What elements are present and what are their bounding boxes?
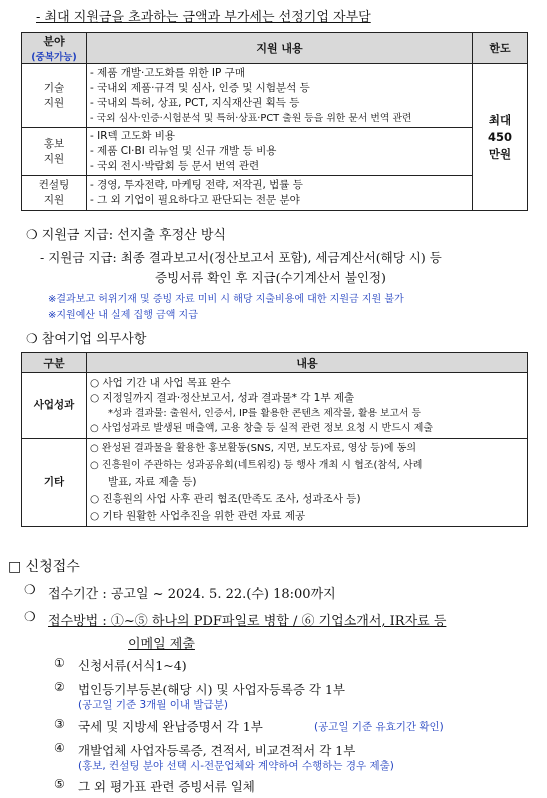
doc-text: 신청서류(서식1~4) [78, 658, 187, 673]
list-item: ○ 기타 원활한 사업추진을 위한 관련 자료 제공 [90, 510, 306, 522]
row-field: 기술 지원 [22, 64, 87, 128]
limit-unit: 만원 [488, 146, 512, 161]
doc-text: 국세 및 지방세 완납증명서 각 1부 [78, 719, 263, 734]
row-field: 홍보 지원 [22, 128, 87, 176]
row-items [87, 128, 473, 176]
doc-text: 그 외 평가표 관련 증빙서류 일체 [78, 779, 255, 794]
period-text: 접수기간 : 공고일 ~ 2024. 5. 22.(수) 18:00까지 [48, 587, 336, 602]
row-type: 기타 [22, 439, 87, 527]
payment-line2: 증빙서류 확인 후 지급(수기계산서 불인정) [155, 270, 386, 285]
duty-table [21, 352, 528, 527]
list-item: ○ 진흥원의 사업 사후 관리 협조(만족도 조사, 성과조사 등) [90, 493, 361, 505]
doc-num: ④ [54, 741, 65, 755]
list-item: - 국내외 제품·규격 및 심사, 인증 및 시험분석 등 [90, 81, 310, 94]
list-item: - IR덱 고도화 비용 [90, 130, 176, 142]
apply-section-title: □ 신청접수 [8, 559, 80, 575]
table-row [22, 176, 528, 211]
row-field: 컨설팅 지원 [22, 176, 87, 211]
list-item: - 그 외 기업이 필요하다고 판단되는 전문 분야 [90, 194, 300, 206]
method-line2: 이메일 제출 [128, 637, 195, 652]
doc-note: (홍보, 컨설팅 분야 선택 시-전문업체와 계약하여 수행하는 경우 제출) [78, 760, 394, 772]
row-items [87, 439, 528, 527]
method-line1: 접수방법 : ①~⑤ 하나의 PDF파일로 병합 / ⑥ 기업소개서, IR자료 등 [48, 614, 447, 629]
duty-heading: ❍ 참여기업 의무사항 [26, 332, 147, 347]
list-item: ○ 완성된 결과물을 활용한 홍보활동(SNS, 지면, 보도자료, 영상 등)에 동의 [90, 443, 417, 454]
list-item: ○ 지정일까지 결과·정산보고서, 성과 결과물* 각 1부 제출 [90, 391, 355, 404]
payment-line1: - 지원금 지급: 최종 결과보고서(정산보고서 포함), 세금계산서(해당 시) 등 [40, 250, 442, 265]
period-bullet: ❍ [24, 583, 36, 598]
list-item: 발표, 자료 제출 등) [108, 476, 197, 488]
method-bullet: ❍ [24, 610, 36, 625]
col-content-header: 지원 내용 [87, 33, 473, 64]
table-row [22, 439, 528, 527]
payment-heading: ❍ 지원금 지급: 선지출 후정산 방식 [26, 228, 226, 243]
col-type-header: 구분 [22, 353, 87, 373]
limit-line: 최대 [488, 112, 512, 127]
table-row [22, 128, 528, 176]
limit-cell [473, 64, 528, 211]
col-field-header [22, 33, 87, 64]
doc-num: ② [54, 680, 65, 694]
field-header-label: 분야 [43, 35, 65, 48]
limit-amount: 450 [487, 129, 512, 144]
field-header-sub: (중복가능) [31, 52, 77, 63]
list-item: *성과 결과물: 출원서, 인증서, IP를 활용한 콘텐츠 제작물, 활용 보고서 등 [108, 407, 422, 419]
doc-num: ① [54, 656, 65, 670]
row-items [87, 64, 473, 128]
row-items [87, 373, 528, 439]
doc-text: 법인등기부등본(해당 시) 및 사업자등록증 각 1부 [78, 682, 345, 697]
doc-num: ③ [54, 717, 65, 731]
row-items [87, 176, 473, 211]
list-item: - 제품 개발·고도화를 위한 IP 구매 [90, 66, 245, 79]
list-item: - 국내외 특허, 상표, PCT, 지식재산권 획득 등 [90, 96, 300, 109]
payment-note1: ※결과보고 허위기재 및 증빙 자료 미비 시 해당 지출비용에 대한 지원금 지원 불가 [48, 294, 404, 305]
list-item: - 제품 CI·BI 리뉴얼 및 신규 개발 등 비용 [90, 145, 277, 157]
top-note: - 최대 지원금을 초과하는 금액과 부가세는 선정기업 자부담 [36, 10, 371, 25]
doc-note: (공고일 기준 3개월 이내 발급분) [78, 699, 228, 711]
payment-note2: ※지원예산 내 실제 집행 금액 지급 [48, 310, 198, 321]
support-table [21, 32, 528, 211]
row-type: 사업성과 [22, 373, 87, 439]
col-limit-header: 한도 [473, 33, 528, 64]
list-item: - 경영, 투자전략, 마케팅 전략, 저작권, 법률 등 [90, 179, 303, 191]
doc-num: ⑤ [54, 777, 65, 791]
col-content-header: 내용 [87, 353, 528, 373]
list-item: ○ 사업 기간 내 사업 목표 완수 [90, 376, 231, 389]
table-row [22, 64, 528, 128]
list-item: - 국외 심사·인증·시험분석 및 특허·상표·PCT 출원 등을 위한 문서 번역 관련 [90, 112, 412, 124]
doc-text: 개발업체 사업자등록증, 견적서, 비교견적서 각 1부 [78, 743, 356, 758]
list-item: - 국외 전시·박람회 등 문서 번역 관련 [90, 160, 260, 172]
doc-note: (공고일 기준 유효기간 확인) [314, 721, 444, 733]
table-row [22, 373, 528, 439]
list-item: ○ 진흥원이 주관하는 성과공유회(네트워킹) 등 행사 개최 시 협조(참석, 사례 [90, 460, 423, 471]
list-item: ○ 사업성과로 발생된 매출액, 고용 창출 등 실적 관련 정보 요청 시 반드시 제출 [90, 422, 434, 434]
